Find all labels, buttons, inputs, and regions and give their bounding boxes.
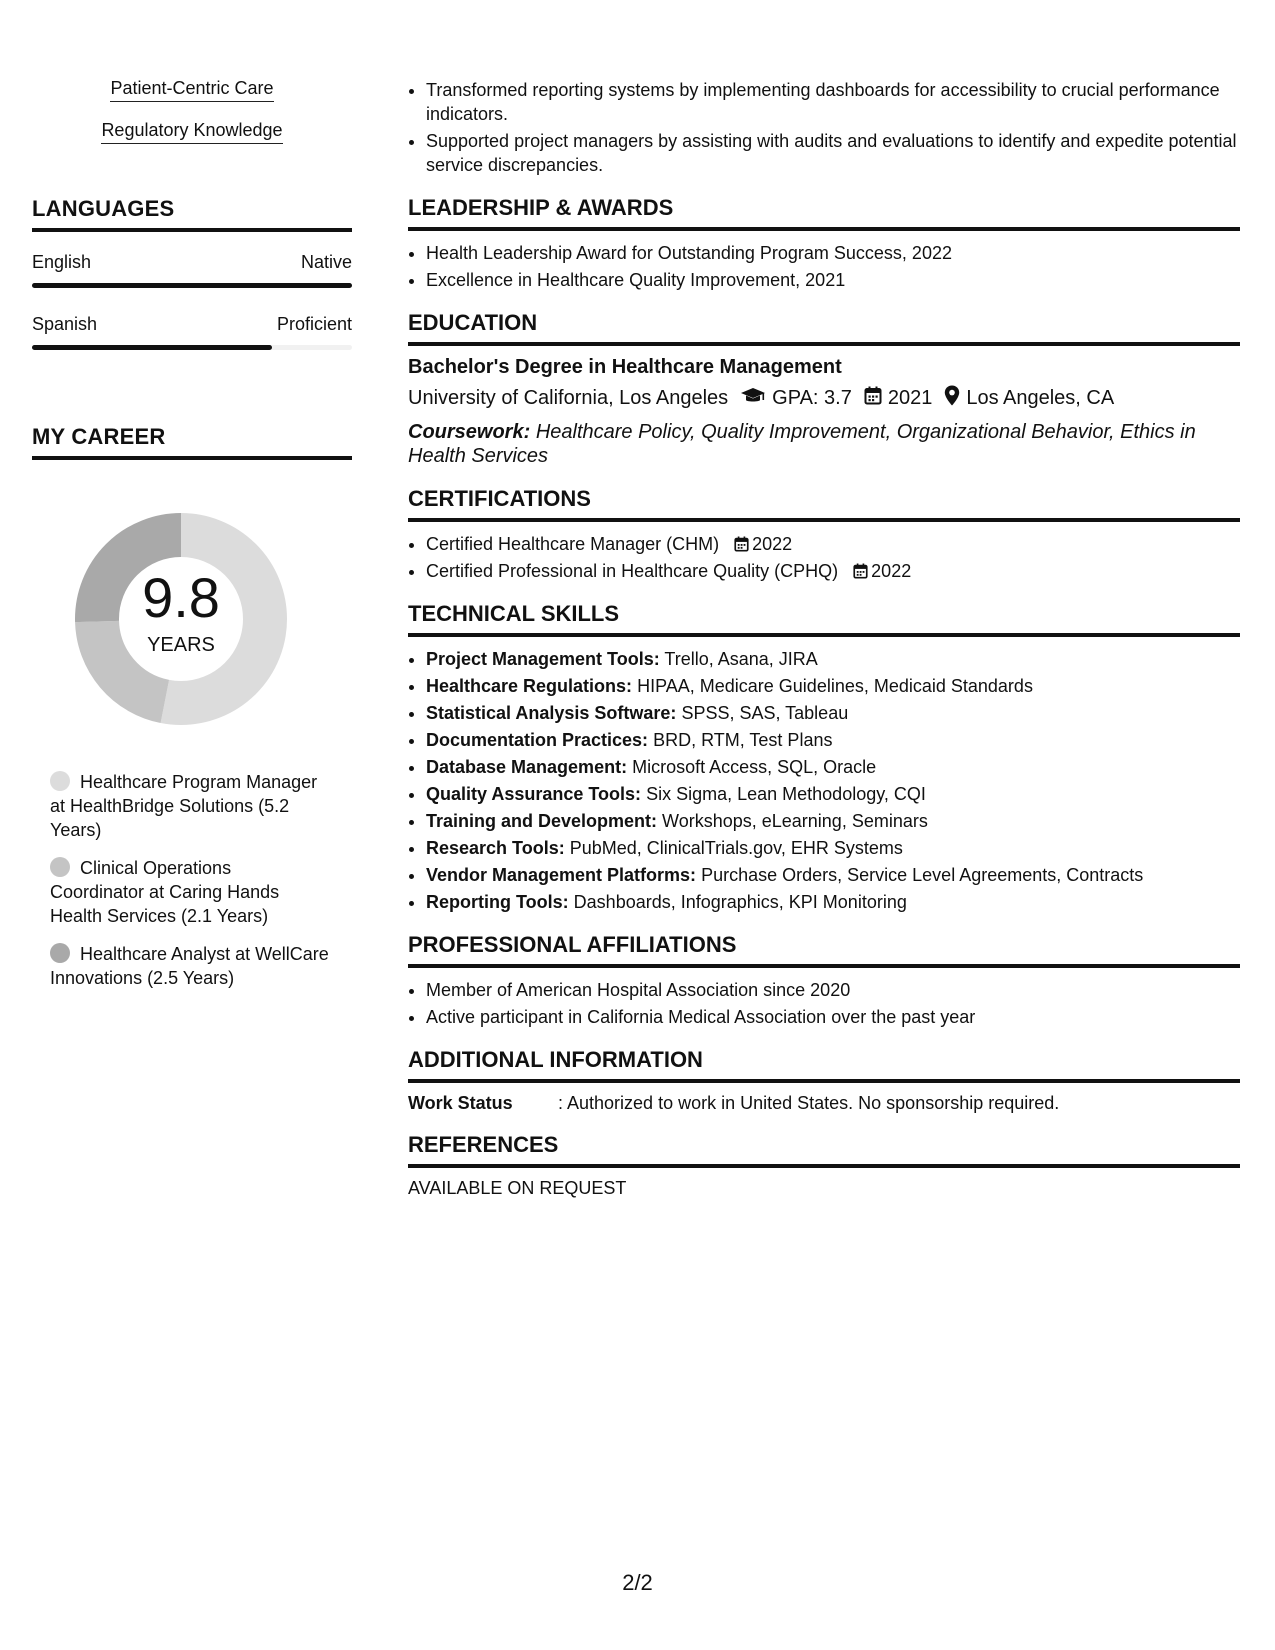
skill-label: Training and Development: [426, 811, 658, 831]
languages-heading: LANGUAGES [32, 196, 352, 232]
technical-skill-item [426, 701, 1240, 725]
technical-skill-item [426, 809, 1240, 833]
language-name: Spanish [32, 314, 98, 334]
skill-label: Reporting Tools: [426, 892, 569, 912]
skill-tag: Patient-Centric Care [110, 78, 273, 102]
skill-value: Six Sigma, Lean Methodology, CQI [646, 784, 926, 804]
skill-value: Microsoft Access, SQL, Oracle [632, 757, 877, 777]
language-level: Proficient [276, 314, 352, 334]
references-heading: REFERENCES [408, 1132, 1240, 1168]
certification-year: 2022 [752, 534, 793, 554]
certification-item [426, 532, 1240, 556]
leadership-item: • Health Leadership Award for Outstanding Program Success, 2022 [426, 241, 1240, 265]
skill-value: Workshops, eLearning, Seminars [662, 811, 928, 831]
skill-label: Statistical Analysis Software: [426, 703, 677, 723]
career-total-value: 9.8 [142, 566, 220, 629]
experience-bullet: • Supported project managers by assisting with audits and evaluations to identify and expedite potential service discrepancies. [426, 129, 1240, 177]
career-legend-dot [50, 771, 70, 791]
career-item-text: Healthcare Analyst at WellCare Innovations (2.5 Years) [50, 944, 329, 988]
language-level-bar [32, 283, 352, 288]
certification-name: Certified Healthcare Manager (CHM) [426, 534, 720, 554]
experience-bullets [408, 78, 1240, 177]
experience-bullet: • Transformed reporting systems by implementing dashboards for accessibility to crucial performance indicators. [426, 78, 1240, 126]
education-coursework [408, 420, 1240, 468]
skill-value: SPSS, SAS, Tableau [681, 703, 849, 723]
language-level: Native [300, 252, 352, 272]
skill-value: Purchase Orders, Service Level Agreements, Contracts [701, 865, 1144, 885]
calendar-icon [853, 563, 868, 579]
skill-label: Healthcare Regulations: [426, 676, 633, 696]
career-section [32, 424, 352, 990]
career-list [50, 770, 330, 990]
education-year: 2021 [887, 387, 933, 409]
technical-skills-list [408, 647, 1240, 914]
career-donut-chart [66, 504, 296, 734]
left-column [32, 78, 352, 1004]
language-item [32, 314, 352, 350]
career-legend-dot [50, 943, 70, 963]
additional-info-heading: ADDITIONAL INFORMATION [408, 1047, 1240, 1083]
calendar-icon [864, 386, 882, 411]
career-heading: MY CAREER [32, 424, 352, 460]
affiliation-item: • Active participant in California Medical Association over the past year [426, 1005, 1240, 1029]
certifications-heading: CERTIFICATIONS [408, 486, 1240, 522]
language-level-fill [32, 283, 352, 288]
leadership-heading: LEADERSHIP & AWARDS [408, 195, 1240, 231]
skill-tag: Regulatory Knowledge [101, 120, 282, 144]
certification-item [426, 559, 1240, 583]
education-degree: Bachelor's Degree in Healthcare Management [408, 356, 842, 378]
career-item-text: Healthcare Program Manager at HealthBridge Solutions (5.2 Years) [50, 772, 318, 840]
technical-skills-heading: TECHNICAL SKILLS [408, 601, 1240, 637]
right-column [408, 78, 1240, 1199]
technical-skill-item [426, 728, 1240, 752]
career-item [50, 770, 330, 842]
certification-name: Certified Professional in Healthcare Quality (CPHQ) [426, 561, 839, 581]
certifications-list [408, 532, 1240, 583]
technical-skill-item [426, 755, 1240, 779]
certification-date [734, 534, 792, 554]
skill-label: Vendor Management Platforms: [426, 865, 697, 885]
page-number: 2/2 [622, 1570, 653, 1595]
technical-skill-item [426, 782, 1240, 806]
language-name: English [32, 252, 92, 272]
skill-value: BRD, RTM, Test Plans [653, 730, 833, 750]
education-heading: EDUCATION [408, 310, 1240, 346]
skill-label: Database Management: [426, 757, 628, 777]
technical-skill-item [426, 674, 1240, 698]
career-item [50, 856, 330, 928]
career-item-text: Clinical Operations Coordinator at Caring Hands Health Services (2.1 Years) [50, 858, 280, 926]
skill-tags [32, 78, 352, 162]
references-text: AVAILABLE ON REQUEST [408, 1178, 627, 1198]
technical-skill-item [426, 647, 1240, 671]
career-legend-dot [50, 857, 70, 877]
coursework-text: Healthcare Policy, Quality Improvement, Organizational Behavior, Ethics in Health Services [408, 421, 1196, 467]
skill-value: Dashboards, Infographics, KPI Monitoring [573, 892, 907, 912]
affiliations-heading: PROFESSIONAL AFFILIATIONS [408, 932, 1240, 968]
technical-skill-item [426, 836, 1240, 860]
skill-value: HIPAA, Medicare Guidelines, Medicaid Standards [637, 676, 1033, 696]
languages-section [32, 196, 352, 350]
skill-label: Quality Assurance Tools: [426, 784, 642, 804]
career-item [50, 942, 330, 990]
language-level-fill [32, 345, 272, 350]
work-status-value: : Authorized to work in United States. No sponsorship required. [558, 1093, 1060, 1113]
education-details [408, 385, 1240, 412]
skill-value: Trello, Asana, JIRA [664, 649, 818, 669]
technical-skill-item [426, 863, 1240, 887]
affiliation-item: • Member of American Hospital Association since 2020 [426, 978, 1240, 1002]
education-location: Los Angeles, CA [966, 387, 1115, 409]
skill-label: Documentation Practices: [426, 730, 649, 750]
calendar-icon [734, 536, 749, 552]
affiliations-list [408, 978, 1240, 1029]
work-status-row [408, 1093, 1240, 1114]
technical-skill-item [426, 890, 1240, 914]
location-pin-icon [944, 385, 960, 412]
education-gpa: GPA: 3.7 [772, 387, 852, 409]
skill-label: Project Management Tools: [426, 649, 660, 669]
skill-value: PubMed, ClinicalTrials.gov, EHR Systems [569, 838, 903, 858]
language-item [32, 252, 352, 288]
career-total-unit: YEARS [147, 634, 215, 656]
certification-year: 2022 [871, 561, 912, 581]
leadership-item: • Excellence in Healthcare Quality Improvement, 2021 [426, 268, 1240, 292]
graduation-cap-icon [740, 387, 766, 411]
skill-label: Research Tools: [426, 838, 565, 858]
language-level-bar [32, 345, 352, 350]
coursework-label: Coursework: [408, 421, 531, 443]
certification-date [853, 561, 911, 581]
leadership-list [408, 241, 1240, 292]
work-status-label: Work Status [408, 1093, 513, 1113]
education-school: University of California, Los Angeles [408, 387, 729, 409]
